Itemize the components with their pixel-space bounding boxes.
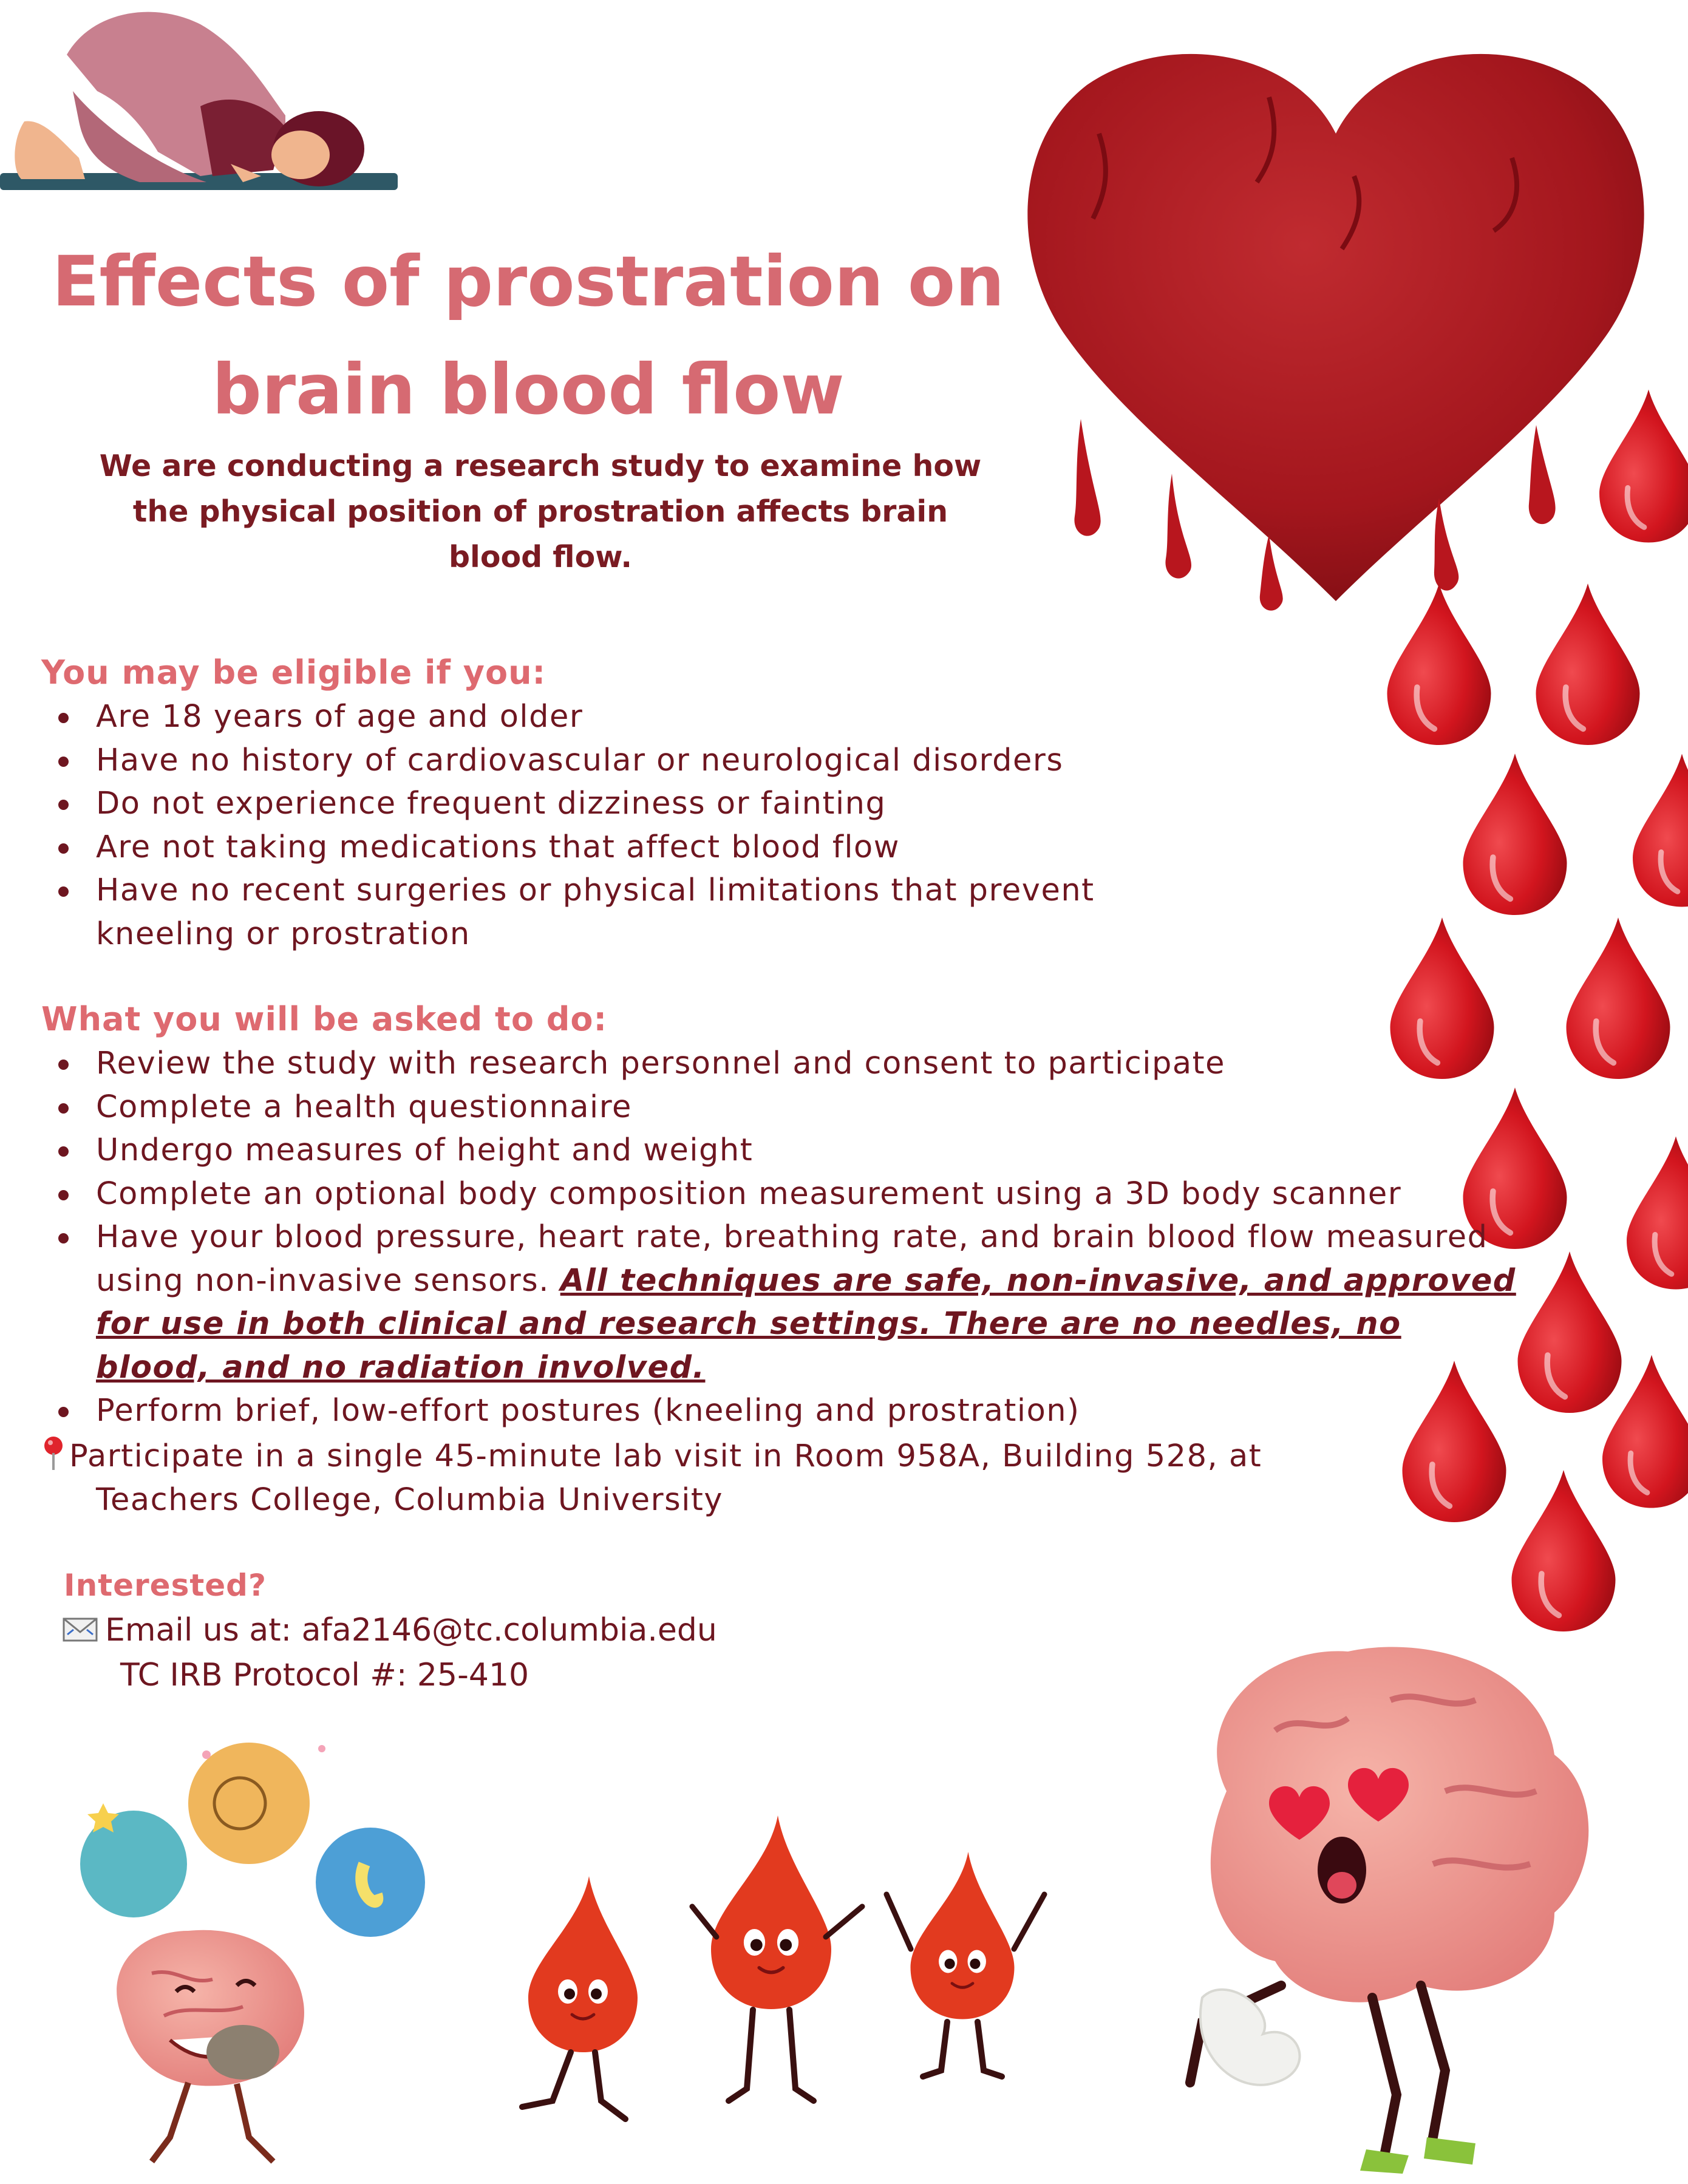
lovestruck-brain-illustration [1117, 1609, 1664, 2180]
irb-protocol: TC IRB Protocol #: 25-410 [120, 1657, 529, 1693]
location-pin-icon [41, 1435, 66, 1471]
list-item: Have no history of cardiovascular or neurological disorders [53, 739, 1244, 783]
intro-line-1: We are conducting a research study to examine how [99, 449, 982, 483]
tasks-list [53, 1042, 1523, 1433]
location-line-1: Participate in a single 45-minute lab visit in Room 958A, Building 528, at [69, 1438, 1262, 1474]
study-intro [91, 443, 990, 580]
email-address[interactable]: Email us at: afa2146@tc.columbia.edu [105, 1612, 717, 1648]
list-item: Perform brief, low-effort postures (kneeling and prostration) [53, 1389, 1523, 1433]
eligibility-heading: You may be eligible if you: [41, 653, 546, 692]
list-item: Review the study with research personnel and consent to participate [53, 1042, 1523, 1086]
title-line-1: Effects of prostration on [52, 241, 1005, 322]
title-line-2: brain blood flow [212, 349, 845, 430]
location-item [41, 1435, 1377, 1522]
list-item: Have no recent surgeries or physical limitations that prevent kneeling or prostration [53, 869, 1244, 956]
eligibility-list [53, 695, 1244, 956]
page-title [36, 228, 1020, 444]
location-line-2: Teachers College, Columbia University [96, 1482, 724, 1518]
intro-line-2: the physical position of prostration affects brain [132, 494, 948, 529]
tasks-heading: What you will be asked to do: [41, 1000, 608, 1038]
list-item: Complete an optional body composition measurement using a 3D body scanner [53, 1172, 1523, 1216]
happy-brain-illustration [67, 1712, 455, 2174]
list-item: Are 18 years of age and older [53, 695, 1244, 739]
list-item: Undergo measures of height and weight [53, 1129, 1523, 1172]
list-item: Complete a health questionnaire [53, 1086, 1523, 1129]
list-item: Are not taking medications that affect blood flow [53, 826, 1244, 869]
envelope-icon [63, 1616, 98, 1643]
dancing-drops-illustration [498, 1815, 1093, 2180]
safety-note: All techniques are safe, non-invasive, and approved for use in both clinical and research settings. There are no needles, no blood, and no radiation involved. [96, 1262, 1516, 1386]
intro-line-3: blood flow. [448, 540, 633, 574]
list-item: Do not experience frequent dizziness or fainting [53, 782, 1244, 826]
contact-heading: Interested? [64, 1568, 267, 1603]
list-item-sensors [53, 1216, 1523, 1389]
email-line [63, 1608, 717, 1653]
sensors-text: Have your blood pressure, heart rate, breathing rate, and brain blood flow measured using non-invasive sensors. [96, 1219, 1488, 1299]
